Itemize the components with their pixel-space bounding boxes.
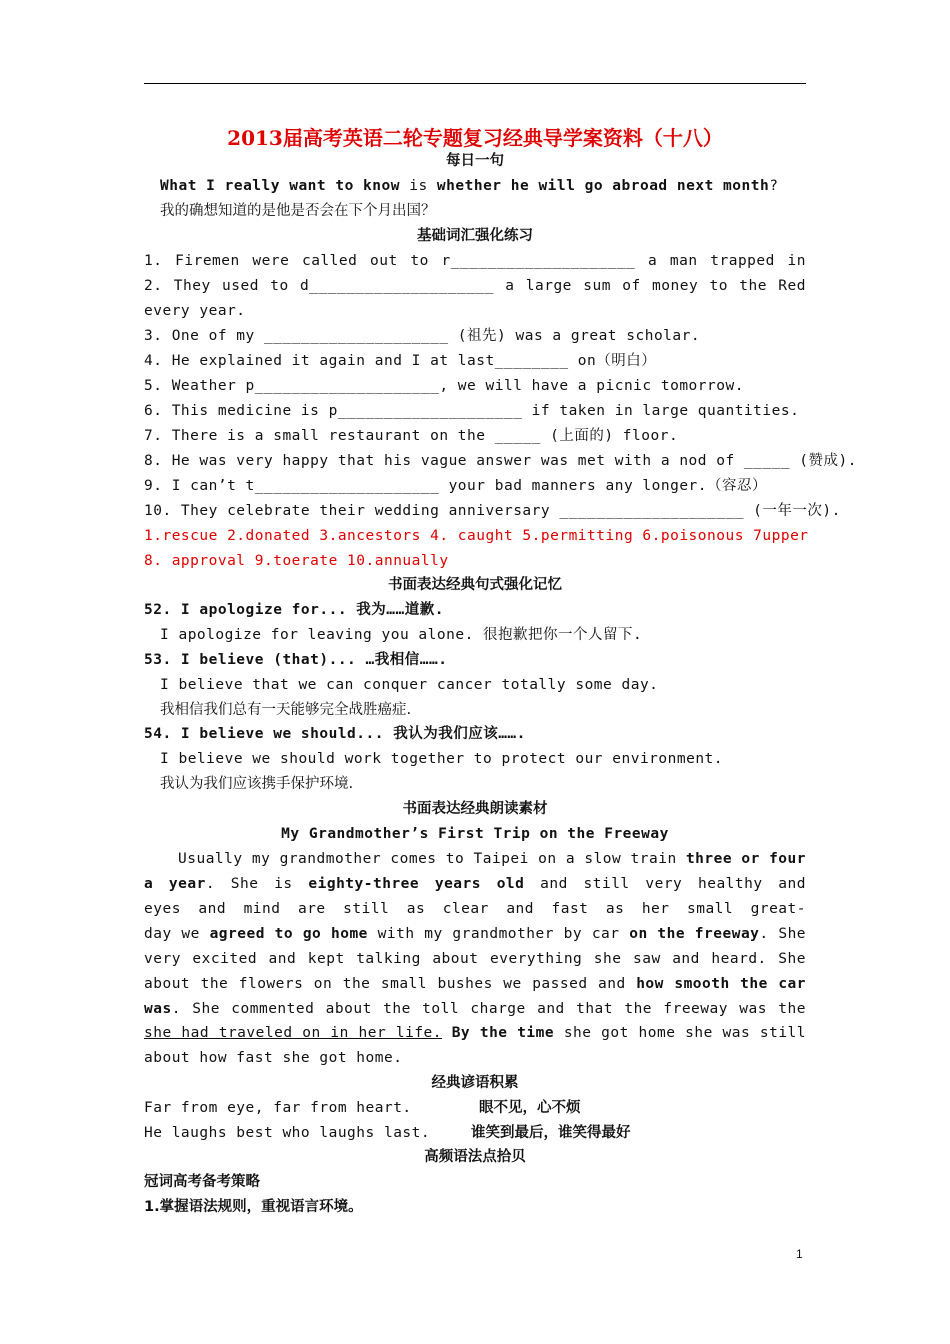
story-text: . She is: [205, 876, 293, 892]
story-line-3: eyes and mind are still as clear and fast as her small great-: [144, 901, 806, 917]
page-number: 1: [796, 1247, 803, 1261]
daily-sentence-en: [144, 174, 806, 199]
story-line-7: [144, 997, 806, 1022]
sentence-53-example: I believe that we can conquer cancer totally some day.: [160, 677, 659, 693]
vocab-item-6: 6. This medicine is p____________________ if taken in large quantities.: [144, 403, 800, 419]
sentence-54-example: I believe we should work together to protect our environment.: [160, 751, 724, 767]
grammar-subheading: 冠词高考备考策略: [144, 1174, 260, 1190]
daily-heading: 每日一句: [446, 153, 504, 169]
story-highlight: By the time: [451, 1025, 555, 1041]
vocab-item-9: 9. I can’t t____________________ your bad manners any longer.（容忍）: [144, 478, 768, 494]
top-rule: [144, 83, 806, 84]
sentence-53-translation: 我相信我们总有一天能够完全战胜癌症.: [160, 702, 412, 718]
vocab-item-8: 8. He was very happy that his vague answer was met with a nod of _____ (赞成).: [144, 453, 858, 469]
grammar-point-1: 1.掌握语法规则，重视语言环境。: [144, 1199, 363, 1215]
grammar-heading: 高频语法点拾贝: [424, 1149, 526, 1165]
document-title: 2013届高考英语二轮专题复习经典导学案资料（十八）: [227, 126, 723, 150]
sentence-52-title: 52. I apologize for... 我为……道歉.: [144, 602, 444, 618]
story-text: she got home she was still: [563, 1025, 806, 1041]
vocab-answers-line1: 1.rescue 2.donated 3.ancestors 4. caught 5.permitting 6.poisonous 7upper: [144, 528, 809, 544]
vocab-item-3: 3. One of my ____________________ (祖先) was a great scholar.: [144, 328, 701, 344]
daily-sentence-cn: 我的确想知道的是他是否会在下个月出国？: [160, 203, 436, 219]
vocab-item-5: 5. Weather p____________________, we will have a picnic tomorrow.: [144, 378, 744, 394]
daily-en-part2: is: [409, 178, 428, 194]
proverb-1-en: Far from eye, far from heart.: [144, 1100, 412, 1116]
story-line-1: [144, 847, 806, 872]
daily-en-part1: What I really want to know: [160, 178, 400, 194]
story-text: . She: [759, 926, 806, 942]
story-highlight: eighty-three years old: [308, 876, 525, 892]
story-highlight: how smooth the car: [636, 976, 806, 992]
vocab-item-10: 10. They celebrate their wedding anniversary ____________________ (一年一次).: [144, 503, 841, 519]
story-underlined: she had traveled on in her life.: [144, 1025, 443, 1041]
vocab-item-2-cont: every year.: [144, 303, 246, 319]
story-text: Usually my grandmother comes to Taipei on a slow train: [178, 851, 677, 867]
story-text: about the flowers on the small bushes we passed and: [144, 976, 626, 992]
story-line-9: about how fast she got home.: [144, 1050, 403, 1066]
sentence-53-title: 53. I believe (that)... …我相信…….: [144, 652, 448, 668]
proverb-2-en: He laughs best who laughs last.: [144, 1125, 431, 1141]
story-highlight: agreed to go home: [209, 926, 368, 942]
story-highlight: a year: [144, 876, 206, 892]
story-line-2: [144, 872, 806, 897]
story-text: with my grandmother by car: [377, 926, 620, 942]
vocab-item-1: 1. Firemen were called out to r____________________ a man trapped in: [144, 253, 806, 269]
sentence-52-example: I apologize for leaving you alone. 很抱歉把你一个人留下.: [160, 627, 643, 643]
daily-en-part4: ?: [769, 178, 779, 194]
proverb-1-cn: 眼不见，心不烦: [479, 1100, 581, 1116]
proverb-2-cn: 谁笑到最后，谁笑得最好: [471, 1125, 631, 1141]
story-highlight: was: [144, 1001, 172, 1017]
vocab-heading: 基础词汇强化练习: [417, 228, 533, 244]
vocab-item-7: 7. There is a small restaurant on the _____ (上面的) floor.: [144, 428, 679, 444]
vocab-item-4: 4. He explained it again and I at last________ on（明白）: [144, 353, 657, 369]
story-title: My Grandmother’s First Trip on the Freeway: [281, 826, 669, 842]
reading-heading: 书面表达经典朗读素材: [402, 801, 548, 817]
story-highlight: three or four: [685, 851, 806, 867]
proverbs-heading: 经典谚语积累: [431, 1075, 519, 1091]
story-line-8: [144, 1021, 806, 1046]
daily-en-part3: whether he will go abroad next month: [436, 178, 770, 194]
sentences-heading: 书面表达经典句式强化记忆: [388, 577, 562, 593]
story-line-4: [144, 922, 806, 947]
story-line-5: very excited and kept talking about everything she saw and heard. She: [144, 951, 806, 967]
story-text: and still very healthy and: [540, 876, 806, 892]
story-text: day we: [144, 926, 200, 942]
story-text: . She commented about the toll charge and that the freeway was the: [171, 1001, 806, 1017]
sentence-54-translation: 我认为我们应该携手保护环境.: [160, 776, 354, 792]
sentence-54-title: 54. I believe we should... 我认为我们应该…….: [144, 726, 526, 742]
vocab-item-2: 2. They used to d____________________ a large sum of money to the Red: [144, 278, 806, 294]
story-line-6: [144, 972, 806, 997]
story-highlight: on the freeway: [629, 926, 760, 942]
vocab-answers-line2: 8. approval 9.toerate 10.annually: [144, 553, 449, 569]
